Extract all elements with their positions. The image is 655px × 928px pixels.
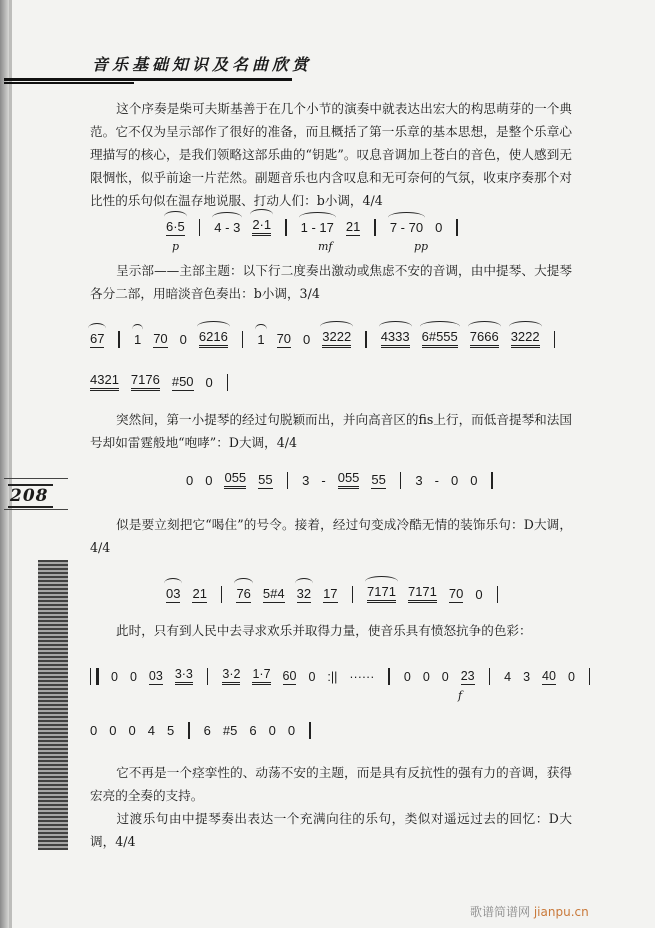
note-group: 0 xyxy=(129,670,137,684)
note-group: 3 xyxy=(415,473,423,488)
note-group: 7 - 70 xyxy=(389,220,424,235)
paragraph-text: 过渡乐句由中提琴奏出表达一个充满向往的乐句，类似对遥远过去的回忆：D大调，4/4 xyxy=(90,811,572,849)
barline xyxy=(352,586,354,603)
note-group: 0 xyxy=(308,670,316,684)
note-group: 1 xyxy=(257,332,265,347)
paragraph-text: 呈示部——主部主题：以下行二度奏出激动或焦虑不安的音调，由中提琴、大提琴各分二部，用暗淡音色奏出：b小调，3/4 xyxy=(90,263,572,301)
note-group: 1 - 17 xyxy=(300,220,334,235)
repeat-start xyxy=(90,668,99,685)
note-group: 40 xyxy=(542,669,556,683)
note-group: 0 xyxy=(179,332,187,347)
paragraph-defiance xyxy=(90,761,572,807)
barline xyxy=(285,219,287,236)
note-group: 5#4 xyxy=(262,586,285,601)
note-group: 0 xyxy=(303,332,311,347)
note-group: #50 xyxy=(171,374,194,389)
note-group: 21 xyxy=(345,219,361,234)
note-group: 3·3 xyxy=(175,667,193,685)
note-group: 3·2 xyxy=(222,667,240,685)
note-group: #5 xyxy=(222,723,238,738)
watermark-cn: 歌谱简谱网 xyxy=(470,905,531,919)
barline xyxy=(309,722,311,739)
note-group: 70 xyxy=(153,331,168,346)
note-group: 0 xyxy=(111,670,118,684)
note-group: - xyxy=(321,473,326,488)
paragraph-violin-passage xyxy=(90,408,572,454)
note-group: 76 xyxy=(236,586,251,601)
note-group: 4 - 3 xyxy=(214,220,241,235)
note-group: 055 xyxy=(224,471,246,489)
paragraph-text: 这个序奏是柴可夫斯基善于在几个小节的演奏中就表达出宏大的构思萌芽的一个典范。它不仅为呈示部作了很好的准备，而且概括了第一乐章的基本思想，是整个乐章心理描写的核心，是我们领略这部乐曲的“钥匙”。叹息音调加上苍白的音色，使人感到无限惆怅，似乎前途一片茫然。副题音乐也内含叹息和无可奈何的气氛，收束序奏那个对比性的乐句似在温存地说服、打动人们：b小调，4/4 xyxy=(90,101,572,208)
paragraph-text: 似是要立刻把它“喝住”的号令。接着，经过句变成冷酷无情的装饰乐句：D大调，4/4 xyxy=(90,517,572,555)
notation-main-theme-2 xyxy=(84,373,236,391)
note-group: 0 xyxy=(186,473,194,488)
note-group: 32 xyxy=(296,586,312,601)
watermark-en: jianpu.cn xyxy=(533,905,589,919)
note-group: 7171 xyxy=(367,585,396,603)
note-group: 1·7 xyxy=(252,667,270,685)
note-group: 0 xyxy=(441,670,449,684)
note-group: 4 xyxy=(504,670,512,684)
note-group: 0 xyxy=(475,587,483,602)
paragraph-intro xyxy=(90,97,572,212)
note-group: 03 xyxy=(166,586,181,601)
page-edge xyxy=(0,0,9,928)
note-group: 0 xyxy=(403,670,411,684)
note-group: 4333 xyxy=(381,330,410,348)
barline xyxy=(489,668,491,685)
paragraph-text: 此时，只有到人民中去寻求欢乐并取得力量，使音乐具有愤怒抗争的色彩： xyxy=(116,623,532,638)
notation-struggle xyxy=(84,667,598,685)
note-group: 0 xyxy=(450,473,459,488)
barline xyxy=(491,472,493,489)
barline xyxy=(456,219,458,236)
notation-horn-call xyxy=(180,471,501,489)
note-group: 2·1 xyxy=(252,218,271,236)
note-group: 0 xyxy=(268,723,276,738)
note-group: 60 xyxy=(282,669,297,683)
barline xyxy=(199,219,201,236)
note-group: 0 xyxy=(109,723,117,738)
running-header: 音乐基础知识及名曲欣赏 xyxy=(92,55,313,74)
notation-intro xyxy=(160,218,466,236)
note-group: 55 xyxy=(371,472,386,487)
dynamic-mark: pp xyxy=(414,240,429,253)
barline xyxy=(554,331,556,348)
barline xyxy=(365,331,367,348)
page-edge-shadow xyxy=(9,0,12,928)
note-group: 70 xyxy=(448,586,464,601)
note-group: 3222 xyxy=(511,330,540,348)
note-group: 0 xyxy=(90,723,98,738)
note-group: 17 xyxy=(323,586,338,601)
watermark xyxy=(470,903,589,920)
barline xyxy=(374,219,376,236)
barline xyxy=(497,586,499,603)
note-group: 5 xyxy=(166,723,175,738)
note-group: 3 xyxy=(523,670,531,684)
note-group: 7666 xyxy=(470,330,499,348)
notation-main-theme xyxy=(84,330,563,348)
note-group: 23 xyxy=(460,669,475,683)
note-group: 21 xyxy=(192,586,207,601)
note-group: 6 xyxy=(203,723,211,738)
note-group: 3 xyxy=(302,473,310,488)
paragraph-transition xyxy=(90,807,572,853)
note-group: 0 xyxy=(128,723,136,738)
notation-struggle-2 xyxy=(84,722,319,739)
note-group: 0 xyxy=(422,670,430,684)
dynamic-mark: p xyxy=(172,240,180,253)
note-group: 70 xyxy=(276,331,292,346)
barline xyxy=(287,472,289,489)
barline xyxy=(589,668,591,685)
note-group: 6 xyxy=(249,723,257,738)
note-group: 55 xyxy=(258,472,273,487)
note-group: - xyxy=(434,473,439,488)
barline xyxy=(400,472,402,489)
barline xyxy=(188,722,190,739)
barline xyxy=(227,374,229,391)
paragraph-text: 突然间，第一小提琴的经过句脱颖而出，并向高音区的fis上行，而低音提琴和法国号却如雷霆般地“咆哮”：D大调，4/4 xyxy=(90,412,572,450)
margin-decoration xyxy=(38,560,68,850)
note-group: 6216 xyxy=(199,330,228,348)
note-group: 0 xyxy=(205,473,213,488)
paragraph-ornament xyxy=(90,513,572,559)
repeat-end: :|| xyxy=(327,670,338,684)
barline xyxy=(207,668,209,685)
note-group: 6#555 xyxy=(422,330,458,348)
ellipsis: ······ xyxy=(349,670,375,684)
note-group: 1 xyxy=(133,332,142,347)
header-rule xyxy=(4,78,292,81)
note-group: 3222 xyxy=(322,330,351,348)
paragraph-struggle xyxy=(90,619,572,642)
page-number: 208 xyxy=(8,484,53,508)
note-group: 6·5 xyxy=(166,219,185,234)
dynamic-mark: mf xyxy=(318,240,333,253)
paragraph-text: 它不再是一个痉挛性的、动荡不安的主题，而是具有反抗性的强有力的音调，获得宏亮的全奏的支持。 xyxy=(90,765,572,803)
note-group: 4 xyxy=(147,723,155,738)
note-group: 055 xyxy=(338,471,360,489)
header-rule-bold xyxy=(4,82,134,84)
notation-ornament-phrase xyxy=(160,585,506,603)
note-group: 03 xyxy=(148,669,163,683)
note-group: 0 xyxy=(205,375,213,390)
barline xyxy=(388,668,390,685)
note-group: 7171 xyxy=(408,585,437,603)
barline xyxy=(118,331,120,348)
dynamic-mark: f xyxy=(458,689,463,702)
paragraph-exposition xyxy=(90,259,572,305)
note-group: 7176 xyxy=(131,373,160,391)
note-group: 0 xyxy=(435,220,443,235)
note-group: 0 xyxy=(287,723,296,738)
note-group: 0 xyxy=(567,670,575,684)
note-group: 4321 xyxy=(90,373,119,391)
barline xyxy=(242,331,244,348)
note-group: 67 xyxy=(90,331,105,346)
barline xyxy=(221,586,223,603)
note-group: 0 xyxy=(470,473,478,488)
